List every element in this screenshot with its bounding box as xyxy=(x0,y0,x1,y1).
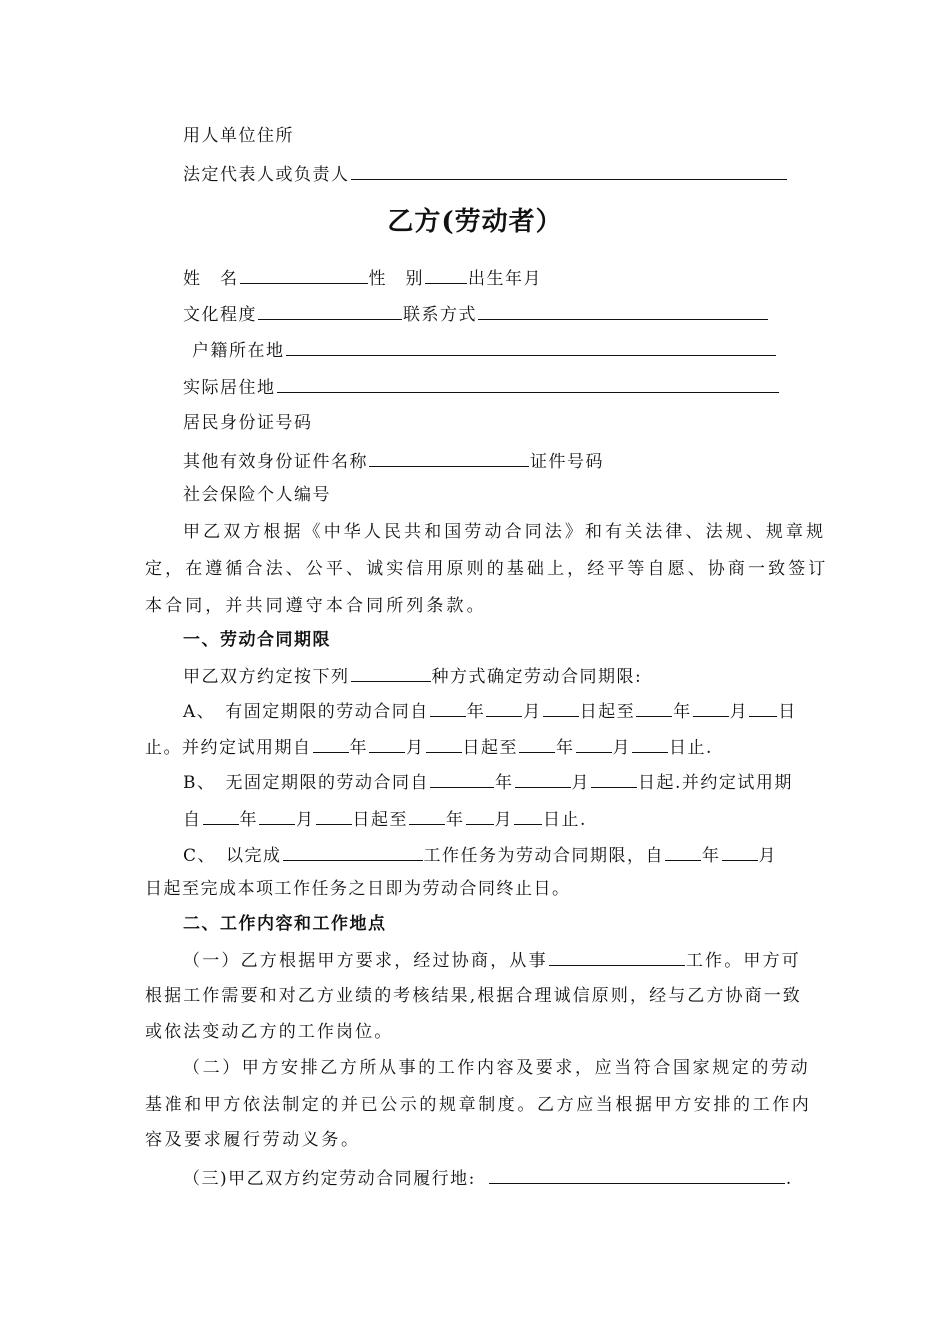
section-1-heading: 一、劳动合同期限 xyxy=(183,630,331,650)
a-trial-start-month-blank[interactable] xyxy=(369,734,405,753)
b-trial-start-day-blank[interactable] xyxy=(316,806,352,825)
option-b-row-2 xyxy=(183,806,587,832)
year-unit: 年 xyxy=(673,702,692,722)
id-label: 居民身份证号码 xyxy=(183,413,313,433)
party-b-id-row xyxy=(183,411,313,435)
option-c-row-2: 日起至完成本项工作任务之日即为劳动合同终止日。 xyxy=(145,879,571,899)
month-unit: 月 xyxy=(523,702,542,722)
other-id-blank[interactable] xyxy=(369,448,529,467)
section-1-intro-b: 种方式确定劳动合同期限: xyxy=(431,667,643,687)
from-to-unit: 日起至 xyxy=(352,810,408,830)
section-2-p1-row-1 xyxy=(183,947,801,973)
section-1-intro-a: 甲乙双方约定按下列 xyxy=(183,667,350,687)
a-trial-start-day-blank[interactable] xyxy=(426,734,462,753)
party-a-address-label: 用人单位住所 xyxy=(183,126,294,146)
a-start-year-blank[interactable] xyxy=(430,698,466,717)
education-blank[interactable] xyxy=(258,301,402,320)
section-2-p1-row-3: 或依法变动乙方的工作岗位。 xyxy=(145,1022,394,1042)
year-unit: 年 xyxy=(495,773,514,793)
household-label: 户籍所在地 xyxy=(192,341,285,361)
a-trial-end-year-blank[interactable] xyxy=(519,734,555,753)
option-c-prefix: C、 以完成 xyxy=(183,846,282,866)
work-location-blank[interactable] xyxy=(489,1165,785,1184)
option-a-suffix: 日止. xyxy=(669,738,713,758)
job-blank[interactable] xyxy=(549,947,685,966)
option-b-line2-start: 自 xyxy=(183,810,202,830)
option-c-mid: 工作任务为劳动合同期限，自 xyxy=(423,846,665,866)
party-b-title: 乙方(劳动者） xyxy=(387,207,563,237)
section-2-p2-row-3: 容及要求履行劳动义务。 xyxy=(145,1130,361,1150)
method-blank[interactable] xyxy=(351,663,431,682)
section-2-p2-row-2: 基准和甲方依法制定的并已公示的规章制度。乙方应当根据甲方安排的工作内 xyxy=(145,1095,812,1115)
party-b-name-row xyxy=(183,265,542,291)
section-2-p1-b: 工作。甲方可 xyxy=(685,951,802,971)
month-unit: 月 xyxy=(612,738,631,758)
option-a-prefix: A、 有固定期限的劳动合同自 xyxy=(183,702,429,722)
task-blank[interactable] xyxy=(283,842,423,861)
option-a-row-1 xyxy=(183,698,797,724)
a-start-day-blank[interactable] xyxy=(543,698,579,717)
year-unit: 年 xyxy=(446,810,465,830)
day-unit: 日 xyxy=(778,702,797,722)
year-unit: 年 xyxy=(556,738,575,758)
party-b-other-id-row xyxy=(183,448,604,474)
from-to-unit: 日起至 xyxy=(462,738,518,758)
household-blank[interactable] xyxy=(286,337,776,356)
residence-blank[interactable] xyxy=(277,374,779,393)
year-unit: 年 xyxy=(239,810,258,830)
education-label: 文化程度 xyxy=(183,305,257,325)
month-unit: 月 xyxy=(296,810,315,830)
b-start-day-blank[interactable] xyxy=(591,769,637,788)
option-c-row-1 xyxy=(183,842,777,868)
section-2-p1-row-2: 根据工作需要和对乙方业绩的考核结果,根据合理诚信原则，经与乙方协商一致 xyxy=(145,986,802,1006)
month-unit: 月 xyxy=(571,773,590,793)
section-2-p3-end: . xyxy=(785,1169,793,1189)
c-start-month-blank[interactable] xyxy=(722,842,758,861)
b-trial-start-month-blank[interactable] xyxy=(259,806,295,825)
from-to-unit: 日起至 xyxy=(579,702,636,722)
party-a-legal-rep-label: 法定代表人或负责人 xyxy=(183,165,350,185)
month-unit: 月 xyxy=(494,810,513,830)
section-2-p3-row xyxy=(183,1165,793,1191)
id-number-label: 证件号码 xyxy=(530,452,604,472)
party-b-residence-row xyxy=(183,374,780,400)
option-b-prefix: B、 无固定期限的劳动合同自 xyxy=(183,773,429,793)
a-start-month-blank[interactable] xyxy=(486,698,522,717)
year-unit: 年 xyxy=(349,738,368,758)
party-b-education-row xyxy=(183,301,769,327)
month-unit: 月 xyxy=(406,738,425,758)
contact-blank[interactable] xyxy=(478,301,768,320)
b-trial-end-year-blank[interactable] xyxy=(409,806,445,825)
residence-label: 实际居住地 xyxy=(183,378,276,398)
social-security-label: 社会保险个人编号 xyxy=(183,485,331,505)
party-b-social-security-row xyxy=(183,483,331,507)
option-b-suffix: 日止. xyxy=(543,810,587,830)
section-2-p3-a: （三)甲乙双方约定劳动合同履行地: xyxy=(183,1169,476,1189)
a-trial-end-month-blank[interactable] xyxy=(576,734,612,753)
b-trial-end-month-blank[interactable] xyxy=(466,806,494,825)
birth-label: 出生年月 xyxy=(468,269,542,289)
section-2-p2-row-1: （二）甲方安排乙方所从事的工作内容及要求，应当符合国家规定的劳动 xyxy=(183,1058,811,1078)
name-blank[interactable] xyxy=(240,265,368,284)
name-label: 姓 名 xyxy=(183,269,239,289)
intro-line-3: 本合同，并共同遵守本合同所列条款。 xyxy=(145,596,487,616)
gender-label: 性 别 xyxy=(368,269,424,289)
section-1-intro-row xyxy=(183,663,642,689)
party-a-legal-rep-row xyxy=(183,161,788,187)
gender-blank[interactable] xyxy=(425,265,467,284)
b-trial-start-year-blank[interactable] xyxy=(203,806,239,825)
c-start-year-blank[interactable] xyxy=(665,842,701,861)
party-b-household-row xyxy=(192,337,777,363)
contact-label: 联系方式 xyxy=(403,305,477,325)
intro-line-2: 定，在遵循合法、公平、诚实信用原则的基础上，经平等自愿、协商一致签订 xyxy=(145,559,829,579)
option-a-line2-start: 止。并约定试用期自 xyxy=(145,738,312,758)
year-unit: 年 xyxy=(466,702,486,722)
option-b-qi: 日起.并约定试用期 xyxy=(638,773,793,793)
b-trial-end-day-blank[interactable] xyxy=(514,806,542,825)
month-unit: 月 xyxy=(729,702,749,722)
party-a-address-row xyxy=(183,124,294,148)
a-end-day-blank[interactable] xyxy=(749,698,777,717)
month-unit: 月 xyxy=(758,846,778,866)
a-trial-end-day-blank[interactable] xyxy=(632,734,668,753)
section-2-heading: 二、工作内容和工作地点 xyxy=(183,914,387,934)
intro-line-1: 甲乙双方根据《中华人民共和国劳动合同法》和有关法律、法规、规章规 xyxy=(183,522,827,542)
option-b-row-1 xyxy=(183,769,793,795)
section-2-p1-a: （一）乙方根据甲方要求，经过协商，从事 xyxy=(183,951,548,971)
option-a-row-2 xyxy=(145,734,713,760)
b-start-year-blank[interactable] xyxy=(430,769,494,788)
b-start-month-blank[interactable] xyxy=(515,769,571,788)
legal-rep-blank[interactable] xyxy=(351,161,787,180)
other-id-label: 其他有效身份证件名称 xyxy=(183,452,368,472)
a-trial-start-year-blank[interactable] xyxy=(313,734,349,753)
year-unit: 年 xyxy=(702,846,721,866)
a-end-month-blank[interactable] xyxy=(693,698,729,717)
a-end-year-blank[interactable] xyxy=(636,698,672,717)
